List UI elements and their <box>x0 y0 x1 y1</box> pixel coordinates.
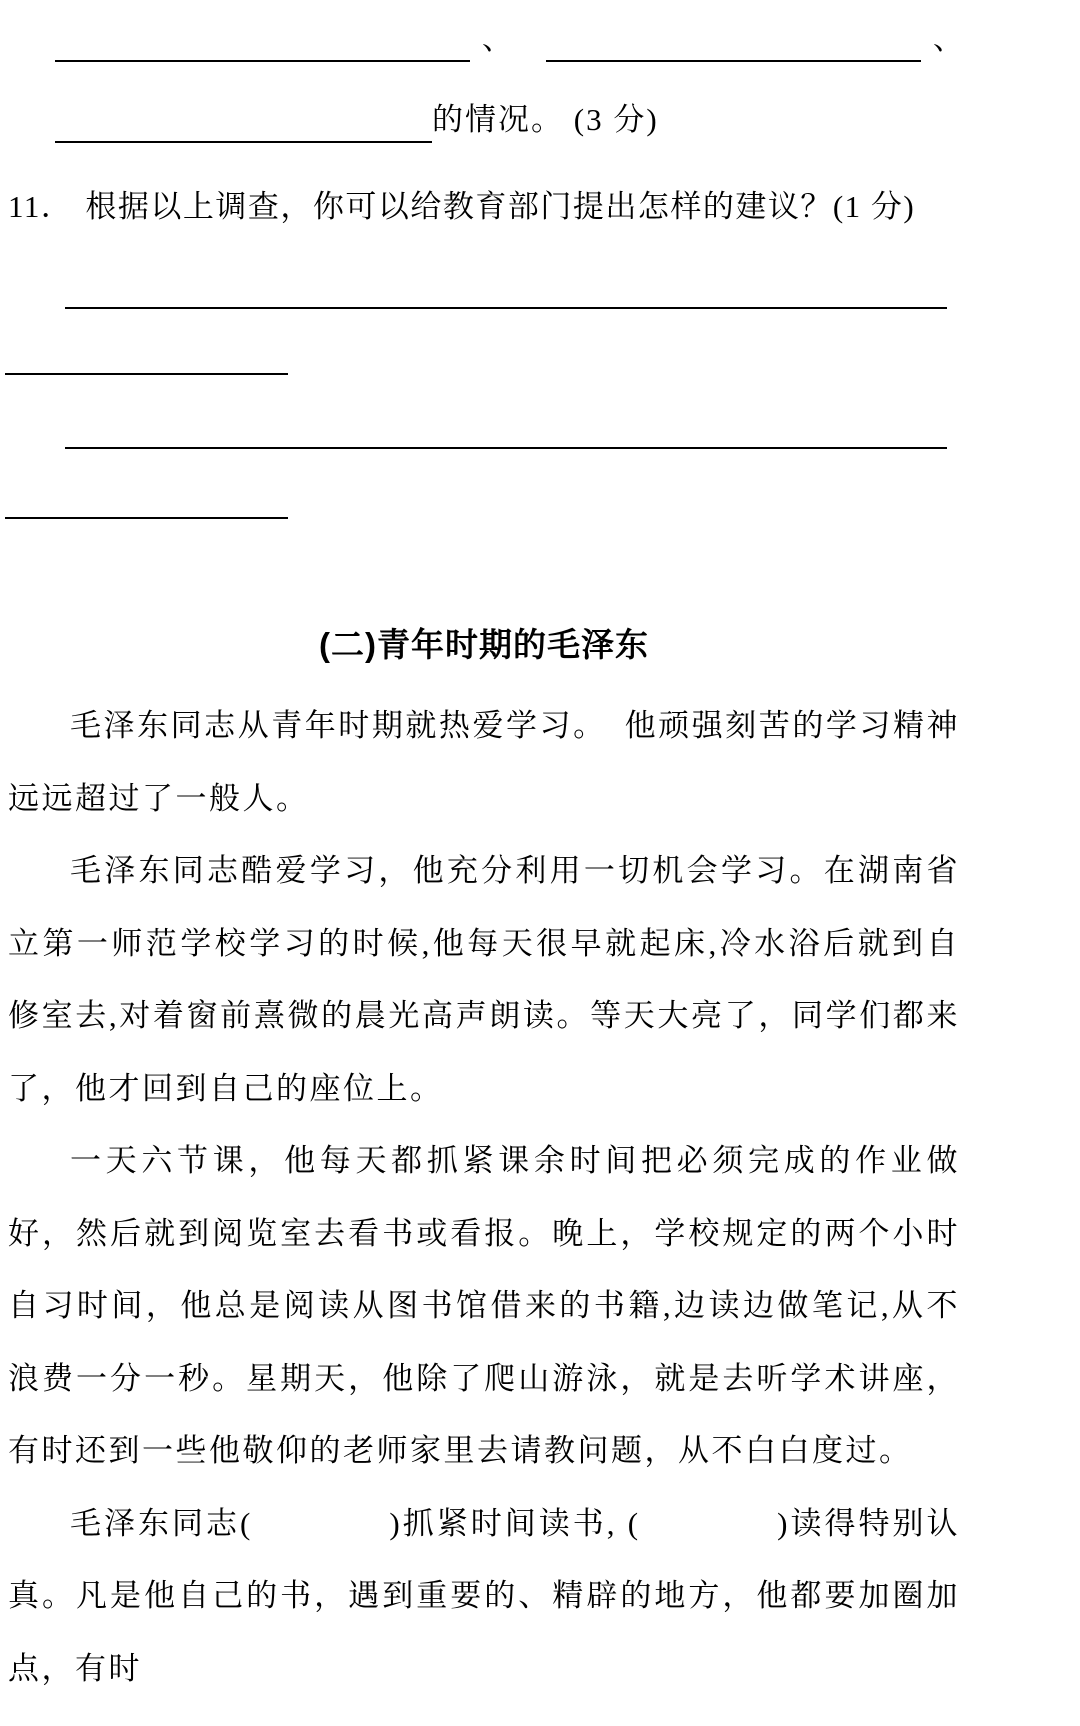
passage-paragraph-3: 一天六节课，他每天都抓紧课余时间把必须完成的作业做好，然后就到阅览室去看书或看报。晚上，学校规定的两个小时自习时间，他总是阅读从图书馆借来的书籍,边读边做笔记,从不浪费一分一秒。星期天，他除了爬山游泳，就是去听学术讲座，有时还到一些他敬仰的老师家里去请教问题，从不白白度过。 <box>8 1143 960 1468</box>
answer-line-2 <box>5 373 288 375</box>
passage-body <box>8 690 960 1705</box>
fill-in-row-2 <box>55 98 960 143</box>
passage-paragraph-2: 毛泽东同志酷爱学习，他充分利用一切机会学习。在湖南省立第一师范学校学习的时候,他每天很早就起床,冷水浴后就到自修室去,对着窗前熹微的晨光高声朗读。等天大亮了，同学们都来了，他才回到自己的座位上。 <box>8 853 960 1106</box>
enumeration-comma-2: 、 <box>933 23 963 56</box>
answer-line-3 <box>65 447 947 449</box>
enumeration-comma-1: 、 <box>482 23 512 56</box>
answer-line-4 <box>5 517 288 519</box>
answer-blank-2 <box>546 22 921 62</box>
answer-line-1 <box>65 307 947 309</box>
fill-in-row-1 <box>55 18 963 62</box>
answer-blank-1 <box>55 22 470 62</box>
passage-paragraph-1: 毛泽东同志从青年时期就热爱学习。 他顽强刻苦的学习精神远远超过了一般人。 <box>8 708 960 816</box>
fill-in-suffix-text: 的情况。 (3 分) <box>432 102 659 137</box>
question-11 <box>8 185 960 229</box>
passage-title: (二)青年时期的毛泽东 <box>319 626 649 663</box>
question-number: 11． <box>8 189 74 224</box>
test-paper-page <box>8 0 963 1705</box>
answer-blank-3 <box>55 103 432 143</box>
passage-paragraph-4: 毛泽东同志( )抓紧时间读书, ( )读得特别认真。凡是他自己的书，遇到重要的、精辟的地方，他都要加圈加点，有时 <box>8 1505 960 1686</box>
question-text: 根据以上调查，你可以给教育部门提出怎样的建议？(1 分) <box>85 189 916 224</box>
